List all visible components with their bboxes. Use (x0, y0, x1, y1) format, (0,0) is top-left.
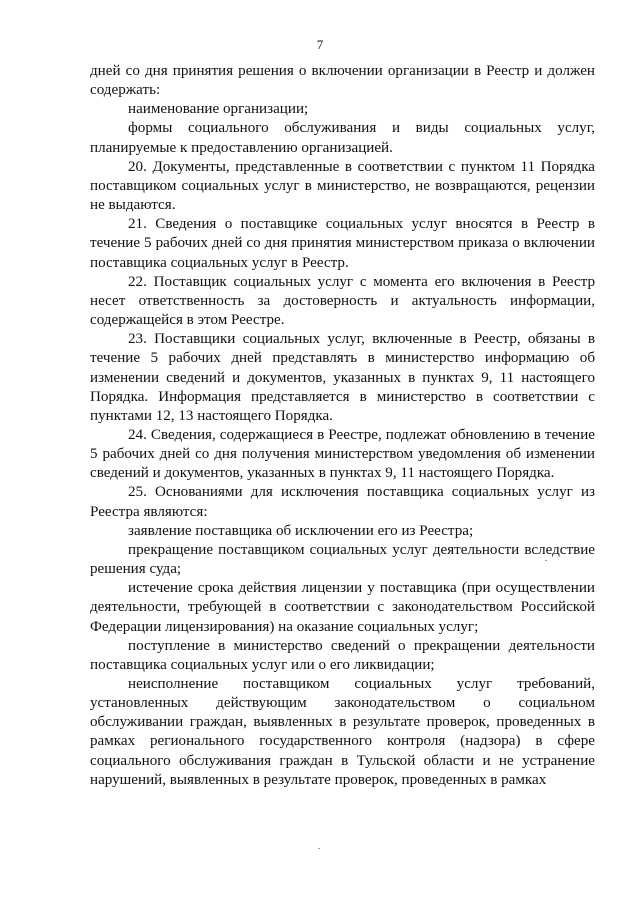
ground-provider-application: заявление поставщика об исключении его из Реестра; (128, 522, 474, 539)
clause-23: 23. Поставщики социальных услуг, включенные в Реестр, обязаны в течение 5 рабочих дней представлять в министерство информацию об изменении сведений и документов, указанных в пунктах 9, 11 настоящего Порядка. Информация представляется в министерство в соответствии с пунктами 12, 13 настоящего Порядка. (90, 331, 595, 424)
clause-22: 22. Поставщик социальных услуг с момента его включения в Реестр несет ответственность за достоверность и актуальность информации, содержащейся в этом Реестре. (90, 273, 595, 329)
clause-20: 20. Документы, представленные в соответствии с пунктом 11 Порядка поставщиком социальных услуг в министерство, не возвращаются, рецензии не выдаются. (90, 158, 595, 214)
clause-24: 24. Сведения, содержащиеся в Реестре, подлежат обновлению в течение 5 рабочих дней со дня получения министерством уведомления об изменении сведений и документов, указанных в пунктах 9, 11 настоящего Порядка. (90, 426, 595, 482)
list-item-service-forms: формы социального обслуживания и виды социальных услуг, планируемые к предоставлению организацией. (90, 120, 595, 156)
clause-25: 25. Основаниями для исключения поставщика социальных услуг из Реестра являются: (90, 484, 595, 520)
clause-21: 21. Сведения о поставщике социальных услуг вносятся в Реестр в течение 5 рабочих дней со дня принятия министерством приказа о включении поставщика социальных услуг в Реестр. (90, 216, 595, 271)
scan-speck (545, 560, 547, 561)
ground-noncompliance: неисполнение поставщиком социальных услуг требований, установленных действующим законодательством о социальном обслуживании граждан, выявленных в результате проверок, проведенных в рамках регионального государственного контроля (надзора) в сфере социального обслуживания граждан в Тульской области и не устранение нарушений, выявленных в результате проверок, проведенных в рамках (90, 676, 595, 788)
scan-speck (318, 848, 320, 849)
list-item-organization-name: наименование организации; (128, 101, 309, 118)
ground-license-expiry: истечение срока действия лицензии у поставщика (при осуществлении деятельности, требующей в соответствии с законодательством Российской Федерации лицензирования) на оказание социальных услуг; (90, 580, 595, 635)
ground-liquidation-info: поступление в министерство сведений о прекращении деятельности поставщика социальных услуг или о его ликвидации; (90, 637, 595, 673)
body-text (90, 62, 595, 790)
page-number: 7 (316, 37, 324, 52)
paragraph-continuation: дней со дня принятия решения о включении организации в Реестр и должен содержать: (90, 63, 595, 99)
ground-court-decision: прекращение поставщиком социальных услуг деятельности вследствие решения суда; (90, 541, 595, 578)
